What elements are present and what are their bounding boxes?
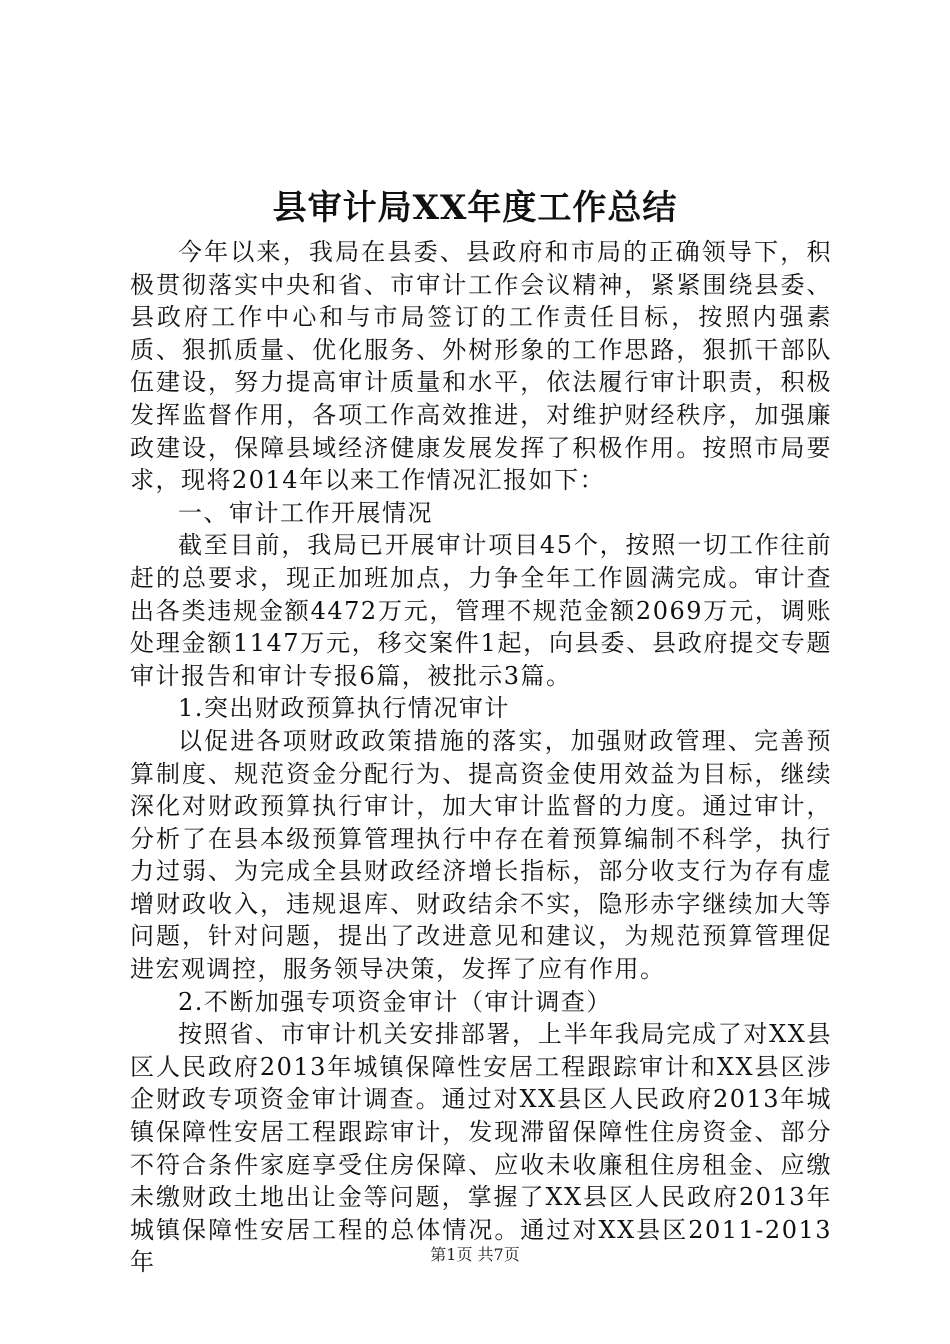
paragraph-intro: 今年以来，我局在县委、县政府和市局的正确领导下，积极贯彻落实中央和省、市审计工作会议精神，紧紧围绕县委、县政府工作中心和与市局签订的工作责任目标，按照内强素质、狠抓质量、优化服务、外树形象的工作思路，狠抓干部队伍建设，努力提高审计质量和水平，依法履行审计职责，积极发挥监督作用，各项工作高效推进，对维护财经秩序，加强廉政建设，保障县域经济健康发展发挥了积极作用。按照市局要求，现将2014年以来工作情况汇报如下： (130, 238, 832, 495)
section-heading-1: 一、审计工作开展情况 (178, 498, 433, 527)
document-body (130, 236, 832, 1279)
paragraph-budget-audit: 以促进各项财政政策措施的落实，加强财政管理、完善预算制度、规范资金分配行为、提高资金使用效益为目标，继续深化对财政预算执行审计，加大审计监督的力度。通过审计，分析了在县本级预算管理执行中存在着预算编制不科学，执行力过弱、为完成全县财政经济增长指标，部分收支行为存有虚增财政收入，违规退库、财政结余不实，隐形赤字继续加大等问题，针对问题，提出了改进意见和建议，为规范预算管理促进宏观调控，服务领导决策，发挥了应有作用。 (130, 726, 832, 984)
paragraph-overview: 截至目前，我局已开展审计项目45个，按照一切工作往前赶的总要求，现正加班加点，力争全年工作圆满完成。审计查出各类违规金额4472万元，管理不规范金额2069万元，调账处理金额1147万元，移交案件1起，向县委、县政府提交专题审计报告和审计专报6篇，被批示3篇。 (130, 531, 832, 690)
page-footer: 第1页 共7页 (430, 1245, 520, 1264)
subsection-heading-2: 2.不断加强专项资金审计（审计调查） (178, 987, 612, 1016)
document-title: 县审计局XX年度工作总结 (272, 188, 678, 228)
subsection-heading-1: 1.突出财政预算执行情况审计 (178, 694, 510, 723)
paragraph-special-funds: 按照省、市审计机关安排部署，上半年我局完成了对XX县区人民政府2013年城镇保障性安居工程跟踪审计和XX县区涉企财政专项资金审计调查。通过对XX县区人民政府2013年城镇保障性安居工程跟踪审计，发现滞留保障性住房资金、部分不符合条件家庭享受住房保障、应收未收廉租住房租金、应缴未缴财政土地出让金等问题，掌握了XX县区人民政府2013年城镇保障性安居工程的总体情况。通过对XX县区2011-2013年 (130, 1020, 832, 1277)
